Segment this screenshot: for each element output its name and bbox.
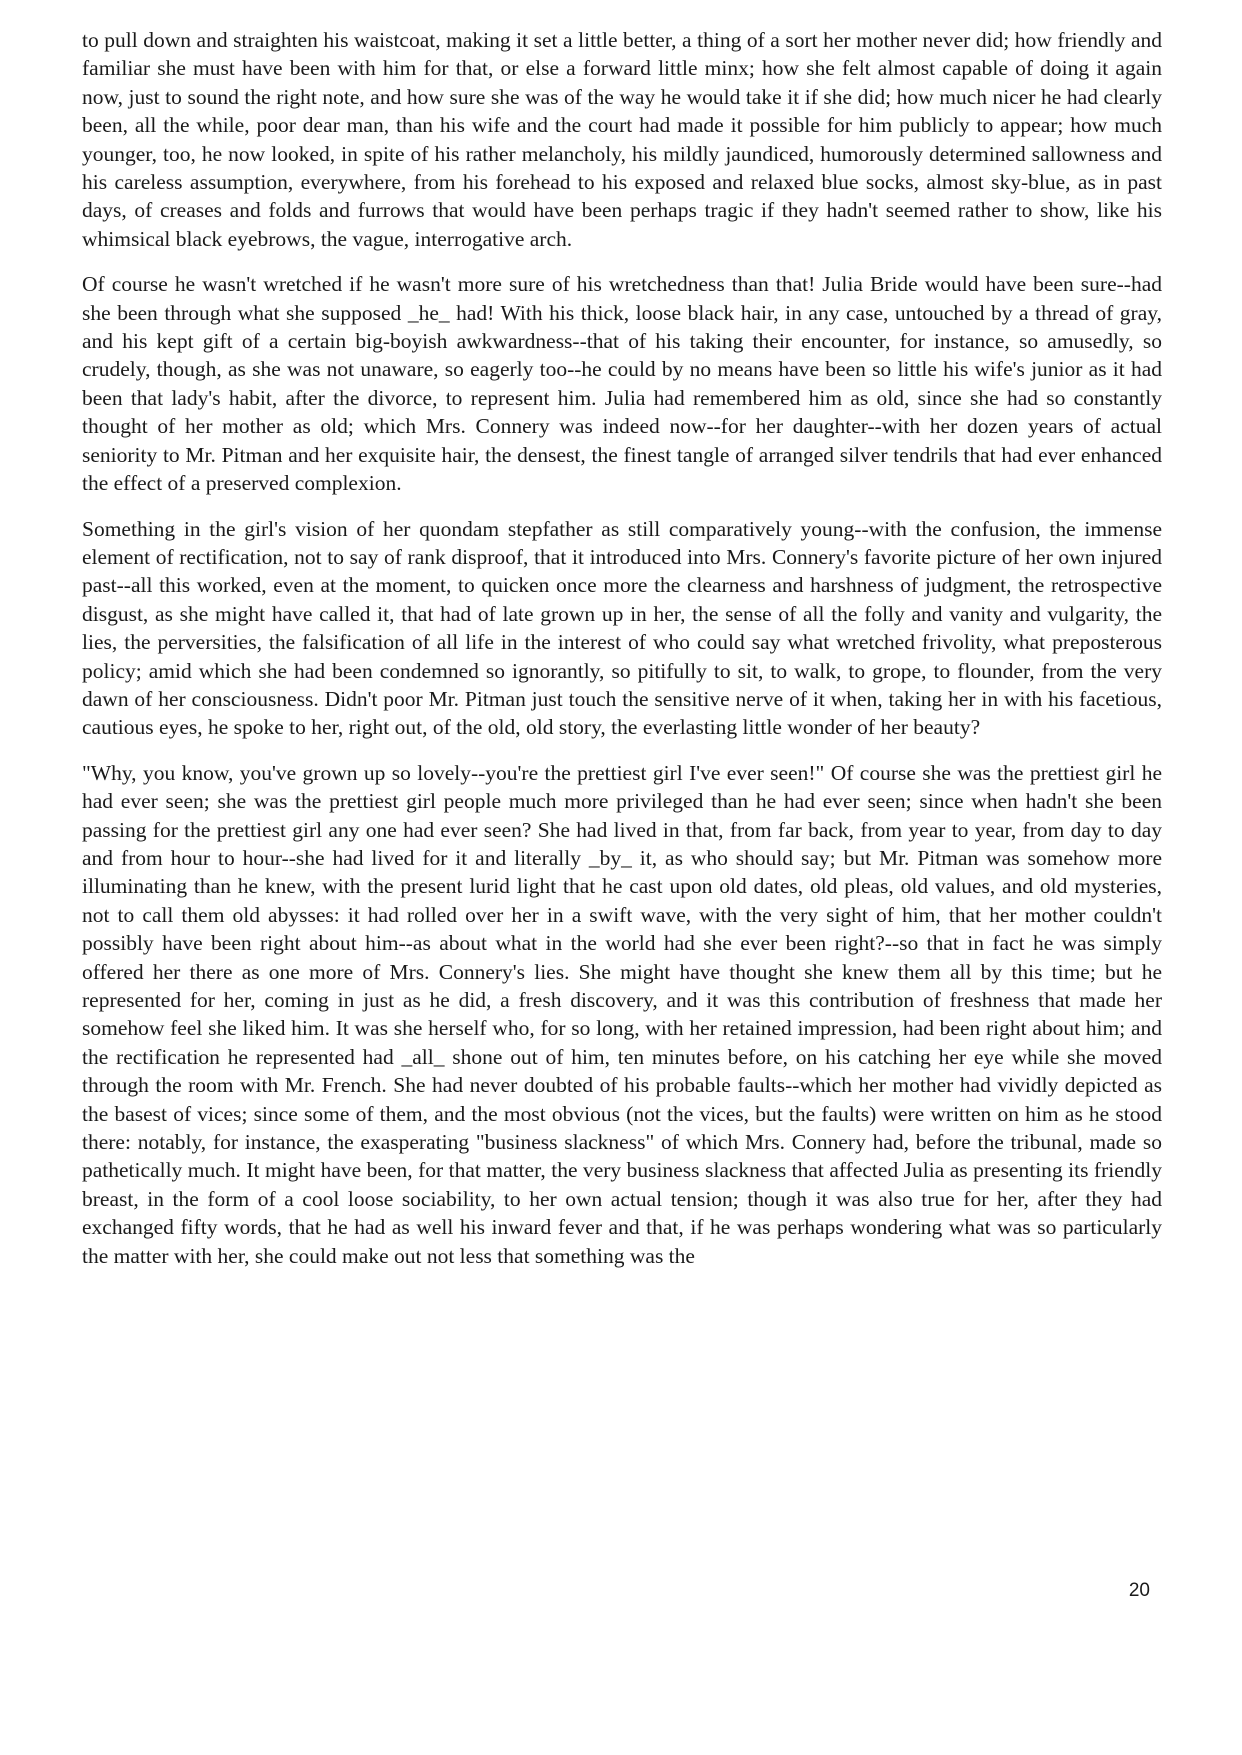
page-body	[82, 26, 1162, 1287]
paragraph-1: to pull down and straighten his waistcoat, making it set a little better, a thing of a sort her mother never did; how friendly and familiar she must have been with him for that, or else a forward little minx; how she felt almost capable of doing it again now, just to sound the right note, and how sure she was of the way he would take it if she did; how much nicer he had clearly been, all the while, poor dear man, than his wife and the court had made it possible for him publicly to appear; how much younger, too, he now looked, in spite of his rather melancholy, his mildly jaundiced, humorously determined sallowness and his careless assumption, everywhere, from his forehead to his exposed and relaxed blue socks, almost sky-blue, as in past days, of creases and folds and furrows that would have been perhaps tragic if they hadn't seemed rather to show, like his whimsical black eyebrows, the vague, interrogative arch.	[82, 28, 1162, 251]
paragraph-3: Something in the girl's vision of her quondam stepfather as still comparatively young--with the confusion, the immense element of rectification, not to say of rank disproof, that it introduced into Mrs. Connery's favorite picture of her own injured past--all this worked, even at the moment, to quicken once more the clearness and harshness of judgment, the retrospective disgust, as she might have called it, that had of late grown up in her, the sense of all the folly and vanity and vulgarity, the lies, the perversities, the falsification of all life in the interest of who could say what wretched frivolity, what preposterous policy; amid which she had been condemned so ignorantly, so pitifully to sit, to walk, to grope, to flounder, from the very dawn of her consciousness. Didn't poor Mr. Pitman just touch the sensitive nerve of it when, taking her in with his facetious, cautious eyes, he spoke to her, right out, of the old, old story, the everlasting little wonder of her beauty?	[82, 516, 1162, 740]
paragraph-2: Of course he wasn't wretched if he wasn't more sure of his wretchedness than that! Julia Bride would have been sure--had she been through what she supposed _he_ had! With his thick, loose black hair, in any case, untouched by a thread of gray, and his kept gift of a certain big-boyish awkwardness--that of his taking their encounter, for instance, so amusedly, so crudely, though, as she was not unaware, so eagerly too--he could by no means have been so little his wife's junior as it had been that lady's habit, after the divorce, to represent him. Julia had remembered him as old, since she had so constantly thought of her mother as old; which Mrs. Connery was indeed now--for her daughter--with her dozen years of actual seniority to Mr. Pitman and her exquisite hair, the densest, the finest tangle of arranged silver tendrils that had ever enhanced the effect of a preserved complexion.	[82, 272, 1162, 496]
page-number: 20	[1128, 1580, 1150, 1601]
paragraph-4: "Why, you know, you've grown up so lovely--you're the prettiest girl I've ever seen!" Of course she was the prettiest girl he had ever seen; she was the prettiest girl people much more privileged than he had ever seen; since when hadn't she been passing for the prettiest girl any one had ever seen? She had lived in that, from far back, from year to year, from day to day and from hour to hour--she had lived for it and literally _by_ it, as who should say; but Mr. Pitman was somehow more illuminating than he knew, with the present lurid light that he cast upon old dates, old pleas, old values, and old mysteries, not to call them old abysses: it had rolled over her in a swift wave, with the very sight of him, that her mother couldn't possibly have been right about him--as about what in the world had she ever been right?--so that in fact he was simply offered her there as one more of Mrs. Connery's lies. She might have thought she knew them all by this time; but he represented for her, coming in just as he did, a fresh discovery, and it was this contribution of freshness that made her somehow feel she liked him. It was she herself who, for so long, with her retained impression, had been right about him; and the rectification he represented had _all_ shone out of him, ten minutes before, on his catching her eye while she moved through the room with Mr. French. She had never doubted of his probable faults--which her mother had vividly depicted as the basest of vices; since some of them, and the most obvious (not the vices, but the faults) were written on him as he stood there: notably, for instance, the exasperating "business slackness" of which Mrs. Connery had, before the tribunal, made so pathetically much. It might have been, for that matter, the very business slackness that affected Julia as presenting its friendly breast, in the form of a cool loose sociability, to her own actual tension; though it was also true for her, after they had exchanged fifty words, that he had as well his inward fever and that, if he was perhaps wondering what was so particularly the matter with her, she could make out not less that something was the	[82, 760, 1162, 1268]
